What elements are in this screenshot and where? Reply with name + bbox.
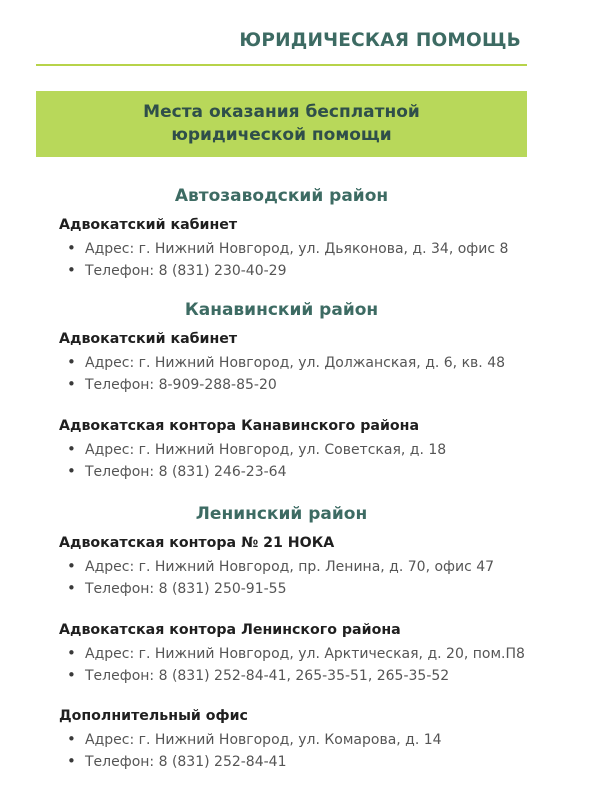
bullet-icon: •	[67, 752, 76, 770]
office-address-item	[67, 730, 442, 748]
bullet-icon: •	[67, 261, 76, 279]
office-phone-item	[67, 666, 449, 684]
office-name: Дополнительный офис	[59, 708, 248, 724]
bullet-icon: •	[67, 353, 76, 371]
banner-title-line-1: Места оказания бесплатной	[143, 102, 420, 122]
office-address: Адрес: г. Нижний Новгород, ул. Арктическая, д. 20, пом.П8	[85, 646, 525, 662]
section-banner	[36, 91, 527, 157]
office-name: Адвокатская контора Канавинского района	[59, 418, 420, 434]
office-address-item	[67, 440, 446, 458]
office-address-item	[67, 353, 505, 371]
office-phone: Телефон: 8 (831) 230-40-29	[85, 263, 287, 279]
office-address-item	[67, 557, 494, 575]
office-phone-item	[67, 375, 277, 393]
district-heading-avtozavodsky: Автозаводский район	[174, 186, 389, 206]
bullet-icon: •	[67, 557, 76, 575]
office-phone: Телефон: 8 (831) 252-84-41	[85, 754, 287, 770]
office-address-item	[67, 239, 508, 257]
office-phone: Телефон: 8 (831) 250-91-55	[85, 581, 287, 597]
office-phone: Телефон: 8 (831) 252-84-41, 265-35-51, 265-35-52	[85, 668, 450, 684]
office-phone: Телефон: 8 (831) 246-23-64	[85, 464, 287, 480]
office-phone-item	[67, 462, 287, 480]
bullet-icon: •	[67, 239, 76, 257]
bullet-icon: •	[67, 375, 76, 393]
office-name: Адвокатская контора № 21 НОКА	[59, 535, 335, 551]
bullet-icon: •	[67, 730, 76, 748]
office-name: Адвокатский кабинет	[59, 331, 238, 347]
office-address-item	[67, 644, 525, 662]
office-address: Адрес: г. Нижний Новгород, ул. Советская, д. 18	[85, 442, 447, 458]
bullet-icon: •	[67, 462, 76, 480]
office-phone-item	[67, 752, 287, 770]
office-phone: Телефон: 8-909-288-85-20	[85, 377, 277, 393]
bullet-icon: •	[67, 644, 76, 662]
office-phone-item	[67, 579, 287, 597]
office-name: Адвокатская контора Ленинского района	[59, 622, 401, 638]
office-name: Адвокатский кабинет	[59, 217, 238, 233]
office-address: Адрес: г. Нижний Новгород, ул. Комарова, д. 14	[85, 732, 442, 748]
bullet-icon: •	[67, 579, 76, 597]
office-phone-item	[67, 261, 287, 279]
banner-title-line-2: юридической помощи	[171, 125, 392, 145]
office-address: Адрес: г. Нижний Новгород, пр. Ленина, д. 70, офис 47	[85, 559, 495, 575]
banner-title	[36, 101, 527, 147]
bullet-icon: •	[67, 440, 76, 458]
office-address: Адрес: г. Нижний Новгород, ул. Дьяконова, д. 34, офис 8	[85, 241, 509, 257]
district-heading-leninsky: Ленинский район	[195, 504, 368, 524]
page-title: ЮРИДИЧЕСКАЯ ПОМОЩЬ	[239, 30, 521, 51]
bullet-icon: •	[67, 666, 76, 684]
district-heading-kanavinsky: Канавинский район	[184, 300, 379, 320]
office-address: Адрес: г. Нижний Новгород, ул. Должанская, д. 6, кв. 48	[85, 355, 506, 371]
page-header	[36, 28, 527, 66]
